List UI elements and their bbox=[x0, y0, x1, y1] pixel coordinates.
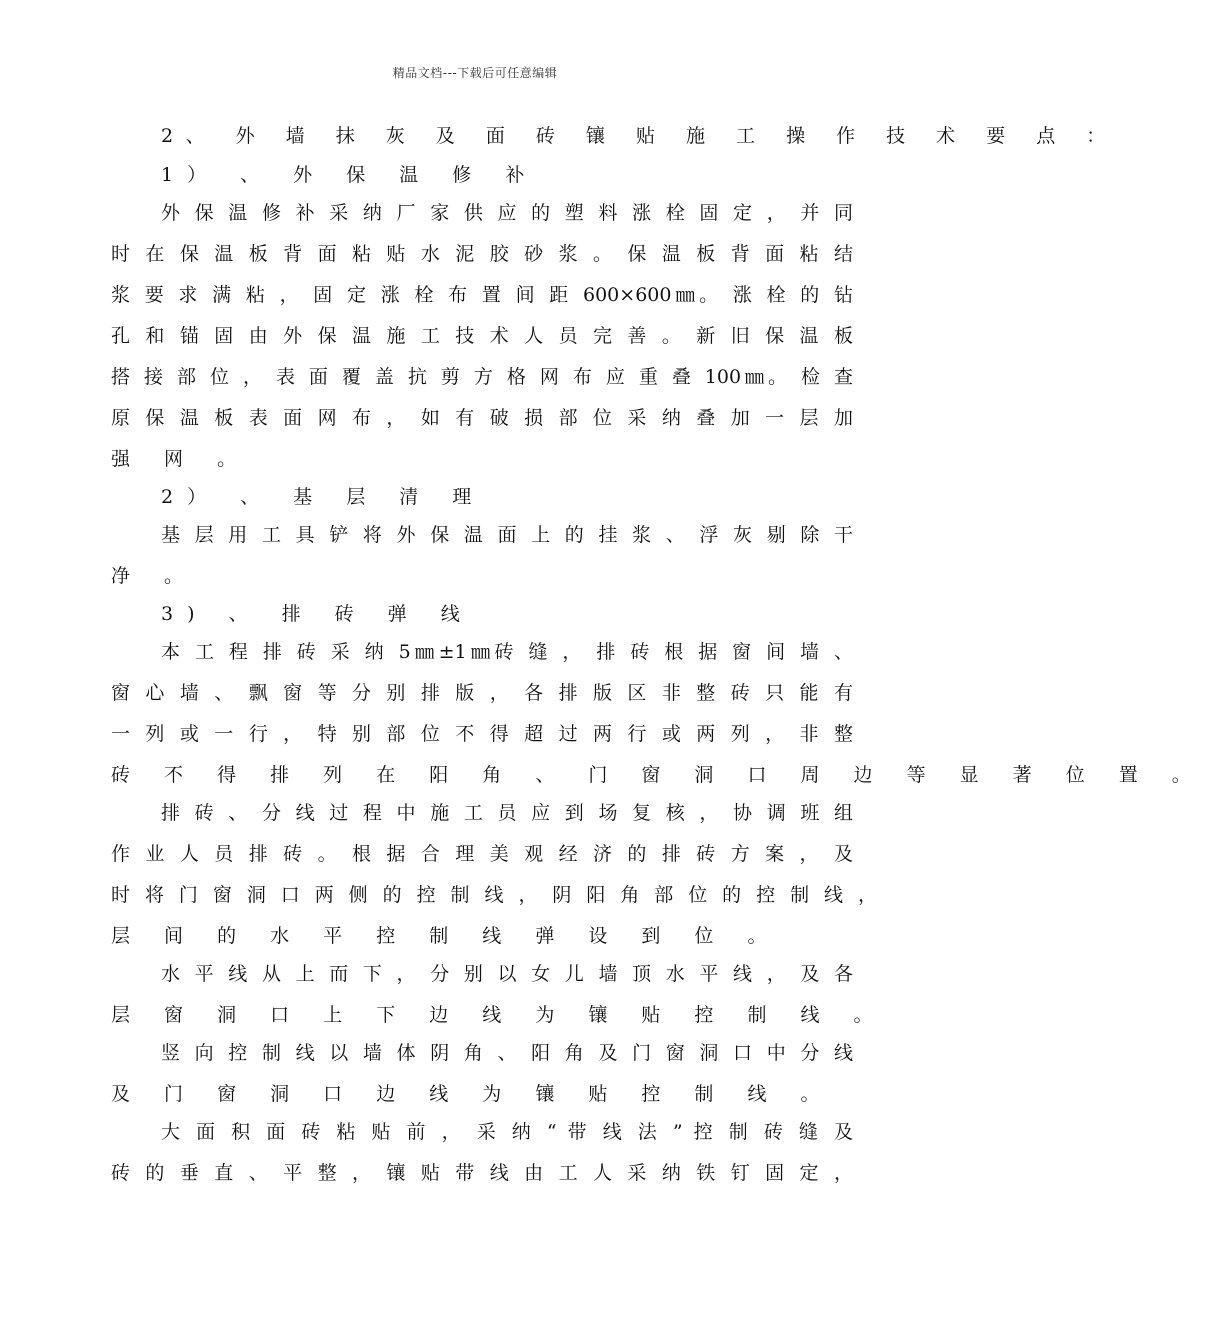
paragraph-line: 原 保 温 板 表 面 网 布 ， 如 有 破 损 部 位 采 纳 叠 加 一 层 加 bbox=[111, 407, 853, 429]
paragraph-line: 时 将 门 窗 洞 口 两 侧 的 控 制 线 ， 阴 阳 角 部 位 的 控 制 线 ， bbox=[111, 884, 877, 906]
paragraph-line: 一 列 或 一 行 ， 特 别 部 位 不 得 超 过 两 行 或 两 列 ， 非 整 bbox=[111, 723, 853, 745]
paragraph-line: 本 工 程 排 砖 采 纳 5㎜±1㎜砖 缝 ， 排 砖 根 据 窗 间 墙 、 bbox=[161, 641, 853, 663]
section-heading: 2、 外 墙 抹 灰 及 面 砖 镶 贴 施 工 操 作 技 术 要 点 ： bbox=[161, 125, 1118, 147]
paragraph-line: 孔 和 锚 固 由 外 保 温 施 工 技 术 人 员 完 善 。 新 旧 保 温 板 bbox=[111, 325, 853, 347]
paragraph-line: 基 层 用 工 具 铲 将 外 保 温 面 上 的 挂 浆 、 浮 灰 剔 除 干 bbox=[161, 524, 853, 546]
paragraph-line: 搭 接 部 位 ， 表 面 覆 盖 抗 剪 方 格 网 布 应 重 叠 100㎜。 检 查 bbox=[111, 366, 853, 388]
subsection-heading: 3) 、 排 砖 弹 线 bbox=[161, 603, 474, 625]
paragraph-line: 层 间 的 水 平 控 制 线 弹 设 到 位 。 bbox=[111, 925, 781, 947]
paragraph-line: 大 面 积 面 砖 粘 贴 前 ， 采 纳 “ 带 线 法 ” 控 制 砖 缝 及 bbox=[161, 1121, 853, 1143]
paragraph-line: 竖 向 控 制 线 以 墙 体 阴 角 、 阳 角 及 门 窗 洞 口 中 分 线 bbox=[161, 1042, 853, 1064]
paragraph-line: 外 保 温 修 补 采 纳 厂 家 供 应 的 塑 料 涨 栓 固 定 ， 并 同 bbox=[161, 202, 853, 224]
paragraph-line: 水 平 线 从 上 而 下 ， 分 别 以 女 儿 墙 顶 水 平 线 ， 及 各 bbox=[161, 963, 853, 985]
paragraph-line: 排 砖 、 分 线 过 程 中 施 工 员 应 到 场 复 核 ， 协 调 班 组 bbox=[161, 802, 853, 824]
paragraph-line: 及 门 窗 洞 口 边 线 为 镶 贴 控 制 线 。 bbox=[111, 1083, 834, 1105]
paragraph-line: 强 网 。 bbox=[111, 448, 251, 470]
paragraph-line: 层 窗 洞 口 上 下 边 线 为 镶 贴 控 制 线 。 bbox=[111, 1004, 887, 1026]
paragraph-line: 时 在 保 温 板 背 面 粘 贴 水 泥 胶 砂 浆 。 保 温 板 背 面 粘 结 bbox=[111, 243, 853, 265]
page-header: 精品文档---下载后可任意编辑 bbox=[392, 66, 558, 80]
paragraph-line: 窗 心 墙 、 飘 窗 等 分 别 排 版 ， 各 排 版 区 非 整 砖 只 能 有 bbox=[111, 682, 853, 704]
subsection-heading: 2） 、 基 层 清 理 bbox=[161, 486, 486, 508]
paragraph-line: 净 。 bbox=[111, 565, 198, 587]
paragraph-line: 砖 不 得 排 列 在 阳 角 、 门 窗 洞 口 周 边 等 显 著 位 置 。 bbox=[111, 764, 1205, 786]
paragraph-line: 砖 的 垂 直 、 平 整 ， 镶 贴 带 线 由 工 人 采 纳 铁 钉 固 定 ， bbox=[111, 1162, 853, 1184]
paragraph-line: 浆 要 求 满 粘 ， 固 定 涨 栓 布 置 间 距 600×600㎜。 涨 栓 的 钻 bbox=[111, 284, 853, 306]
paragraph-line: 作 业 人 员 排 砖 。 根 据 合 理 美 观 经 济 的 排 砖 方 案 ， 及 bbox=[111, 843, 853, 865]
subsection-heading: 1） 、 外 保 温 修 补 bbox=[161, 164, 539, 186]
